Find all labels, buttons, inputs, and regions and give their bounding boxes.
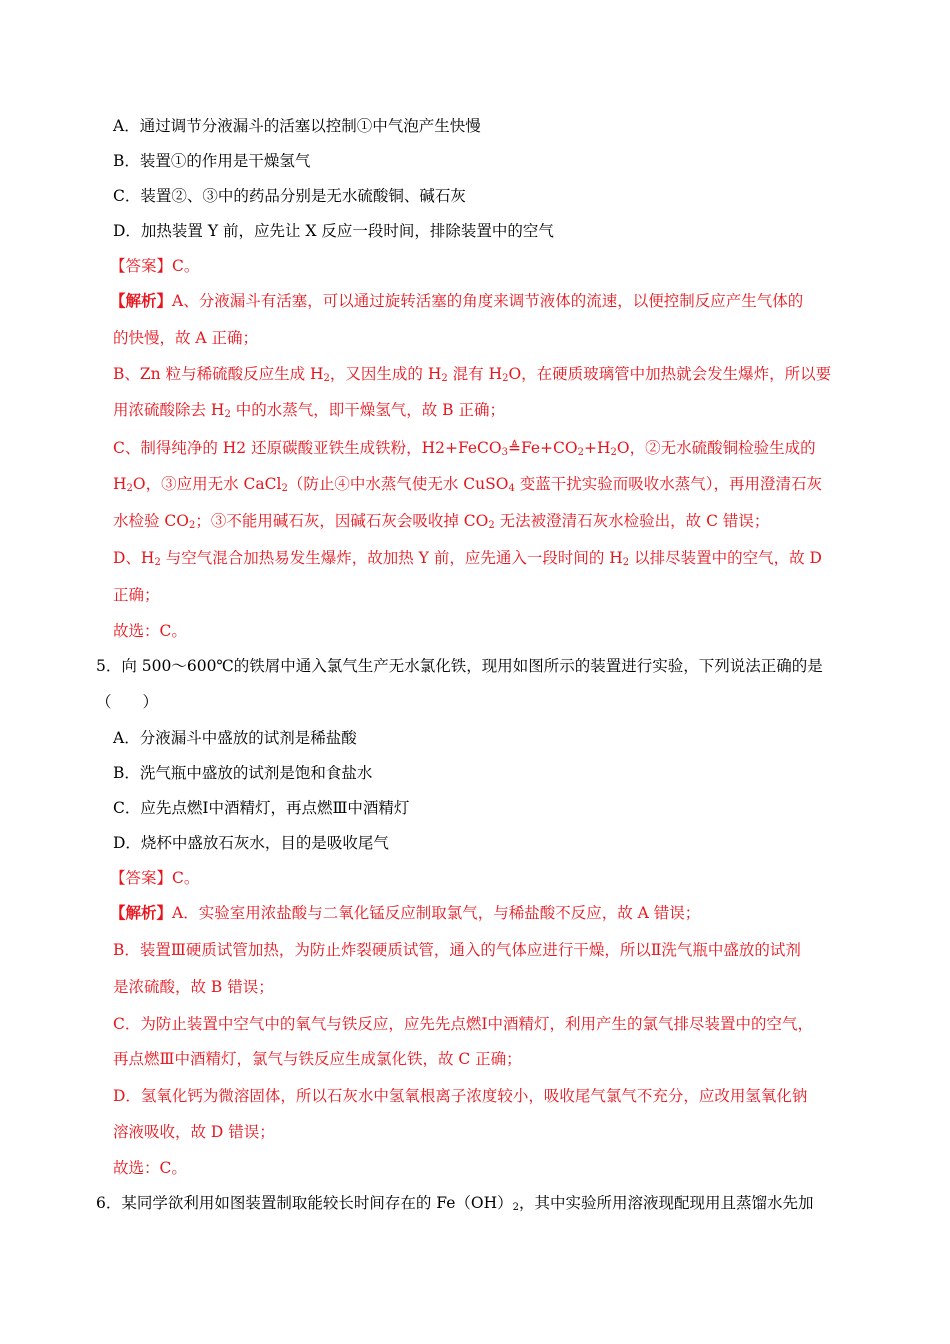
q4-choice: 故选：C。 bbox=[113, 622, 187, 640]
q4-analysis-a-text1: A、分液漏斗有活塞，可以通过旋转活塞的角度来调节液体的流速，以便控制反应产生气体的 bbox=[172, 292, 804, 310]
text-segment: B、Zn 粒与稀硫酸反应生成 H bbox=[113, 365, 324, 383]
q5-answer: 【答案】C。 bbox=[110, 869, 200, 887]
q4-analysis-d-line2: 正确； bbox=[113, 586, 160, 604]
q5-analysis-c-line2: 再点燃Ⅲ中酒精灯，氯气与铁反应生成氯化铁，故 C 正确； bbox=[113, 1050, 522, 1068]
q5-stem-line2: （ ） bbox=[96, 693, 159, 711]
subscript: 2 bbox=[323, 373, 330, 384]
text-segment: O，在硬质玻璃管中加热就会发生爆炸，所以要 bbox=[508, 365, 832, 383]
q5-analysis-a-line bbox=[110, 903, 700, 923]
q5-analysis-b-line1: B．装置Ⅲ硬质试管加热，为防止炸裂硬质试管，通入的气体应进行干燥，所以Ⅱ洗气瓶中盛放的试剂 bbox=[113, 941, 801, 959]
subscript: 4 bbox=[508, 483, 515, 494]
q5-option-d: D．烧杯中盛放石灰水，目的是吸收尾气 bbox=[113, 834, 389, 852]
q4-analysis-a-line1 bbox=[110, 291, 803, 311]
text-segment: ，又因生成的 H bbox=[329, 365, 442, 383]
text-segment: D、H bbox=[113, 549, 155, 567]
text-segment: ，其中实验所用溶液现配现用且蒸馏水先加 bbox=[518, 1194, 814, 1212]
text-segment: 6．某同学欲利用如图装置制取能较长时间存在的 Fe（OH） bbox=[96, 1194, 513, 1212]
subscript: 2 bbox=[224, 409, 231, 420]
q5-analysis-d-line2: 溶液吸收，故 D 错误； bbox=[113, 1123, 275, 1141]
q5-analysis-c-line1: C．为防止装置中空气中的氧气与铁反应，应先先点燃Ⅰ中酒精灯，利用产生的氯气排尽装置中的空气， bbox=[113, 1015, 813, 1033]
q5-analysis-a-text: A．实验室用浓盐酸与二氧化锰反应制取氯气，与稀盐酸不反应，故 A 错误； bbox=[172, 904, 701, 922]
subscript: 2 bbox=[281, 483, 288, 494]
text-segment: 变蓝干扰实验而吸收水蒸气），再用澄清石灰 bbox=[514, 475, 823, 493]
text-segment: （防止④中水蒸气使无水 CuSO bbox=[287, 475, 509, 493]
q4-analysis-d-line1 bbox=[113, 548, 822, 568]
text-segment: H bbox=[113, 475, 127, 493]
q6-stem-line1 bbox=[96, 1193, 814, 1213]
subscript: 2 bbox=[577, 447, 584, 458]
q4-analysis-c-line1 bbox=[113, 438, 816, 458]
q5-analysis-d-line1: D．氢氧化钙为微溶固体，所以石灰水中氢氧根离子浓度较小，吸收尾气氯气不充分，应改用氢氧化钠 bbox=[113, 1087, 808, 1105]
subscript: 3 bbox=[501, 447, 508, 458]
text-segment: 用浓硫酸除去 H bbox=[113, 401, 225, 419]
text-segment: 无法被澄清石灰水检验出，故 C 错误； bbox=[494, 512, 770, 530]
subscript: 2 bbox=[441, 373, 448, 384]
subscript: 2 bbox=[154, 557, 161, 568]
q4-option-b: B．装置①的作用是干燥氢气 bbox=[113, 152, 311, 170]
subscript: 2 bbox=[126, 483, 133, 494]
text-segment: 水检验 CO bbox=[113, 512, 189, 530]
text-segment: 与空气混合加热易发生爆炸，故加热 Y 前，应先通入一段时间的 H bbox=[160, 549, 623, 567]
text-segment: C、制得纯净的 H2 还原碳酸亚铁生成铁粉，H2+FeCO bbox=[113, 439, 502, 457]
text-segment: ；③不能用碱石灰，因碱石灰会吸收掉 CO bbox=[195, 512, 489, 530]
subscript: 2 bbox=[512, 1202, 519, 1213]
q5-choice: 故选：C。 bbox=[113, 1159, 187, 1177]
text-segment: O，③应用无水 CaCl bbox=[132, 475, 282, 493]
text-segment: 中的水蒸气，即干燥氢气，故 B 正确； bbox=[230, 401, 506, 419]
q4-analysis-c-line3 bbox=[113, 511, 769, 531]
q4-analysis-b-line2 bbox=[113, 400, 505, 420]
q5-option-b: B．洗气瓶中盛放的试剂是饱和食盐水 bbox=[113, 764, 373, 782]
subscript: 2 bbox=[622, 557, 630, 568]
subscript: 2 bbox=[502, 373, 509, 384]
q5-option-c: C．应先点燃Ⅰ中酒精灯，再点燃Ⅲ中酒精灯 bbox=[113, 799, 410, 817]
analysis-label: 【解析】 bbox=[110, 903, 173, 922]
text-segment: O，②无水硫酸铜检验生成的 bbox=[616, 439, 816, 457]
q5-stem-line1: 5．向 500～600℃的铁屑中通入氯气生产无水氯化铁，现用如图所示的装置进行实验，下列说法正确的是 bbox=[96, 657, 823, 675]
q4-option-d: D．加热装置 Y 前，应先让 X 反应一段时间，排除装置中的空气 bbox=[113, 222, 554, 240]
text-segment: 混有 H bbox=[447, 365, 503, 383]
subscript: 2 bbox=[610, 447, 617, 458]
text-segment: +H bbox=[583, 439, 611, 457]
q4-analysis-b-line1 bbox=[113, 364, 831, 384]
analysis-label: 【解析】 bbox=[110, 291, 173, 310]
text-segment: ≜Fe+CO bbox=[507, 439, 578, 457]
q4-option-a: A．通过调节分液漏斗的活塞以控制①中气泡产生快慢 bbox=[113, 117, 481, 135]
q4-analysis-c-line2 bbox=[113, 474, 822, 494]
q4-option-c: C．装置②、③中的药品分别是无水硫酸铜、碱石灰 bbox=[113, 187, 466, 205]
q4-answer: 【答案】C。 bbox=[110, 257, 200, 275]
q5-analysis-b-line2: 是浓硫酸，故 B 错误； bbox=[113, 978, 274, 996]
subscript: 2 bbox=[189, 520, 196, 531]
q4-analysis-a-line2: 的快慢，故 A 正确； bbox=[113, 329, 259, 347]
text-segment: 以排尽装置中的空气，故 D bbox=[629, 549, 822, 567]
q5-option-a: A．分液漏斗中盛放的试剂是稀盐酸 bbox=[113, 729, 357, 747]
subscript: 2 bbox=[488, 520, 495, 531]
